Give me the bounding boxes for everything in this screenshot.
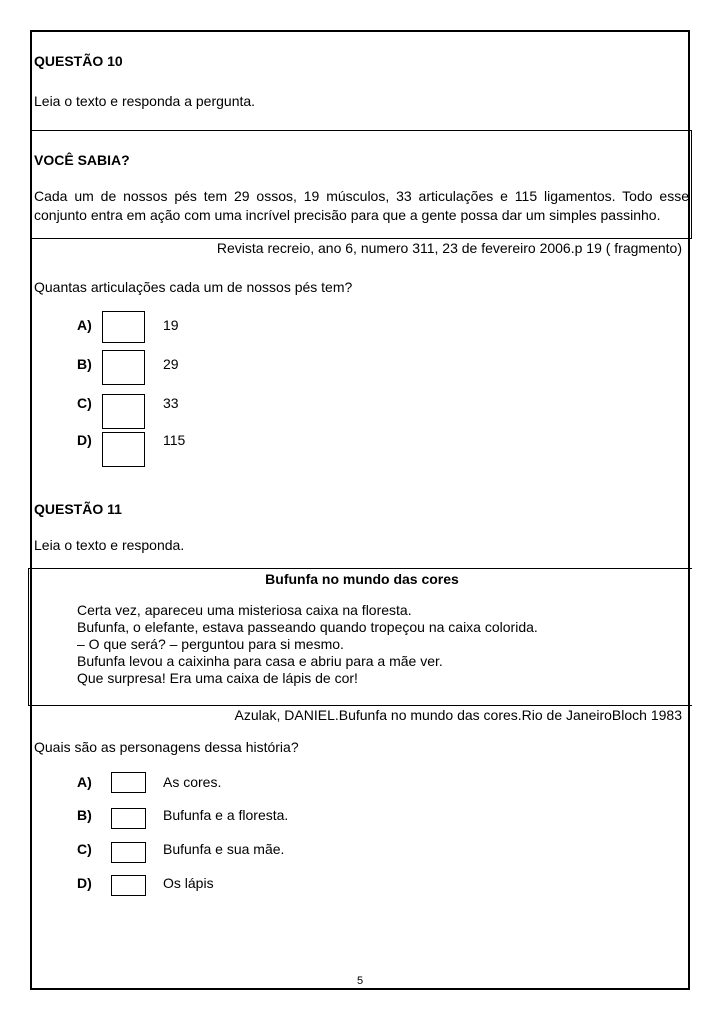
option-text: 19 <box>163 317 179 333</box>
story-line: Bufunfa levou a caixinha para casa e abriu para a mãe ver. <box>77 653 443 669</box>
option-text: 29 <box>163 356 179 372</box>
answer-checkbox-d[interactable] <box>102 432 145 467</box>
option-letter: C) <box>77 841 92 857</box>
option-letter: D) <box>77 432 92 448</box>
answer-checkbox-c[interactable] <box>102 394 145 429</box>
option-text: As cores. <box>163 774 222 790</box>
answer-checkbox-a[interactable] <box>102 311 145 343</box>
story-title: Bufunfa no mundo das cores <box>265 571 459 587</box>
option-letter: A) <box>77 317 92 333</box>
question-11-instruction: Leia o texto e responda. <box>34 537 185 553</box>
option-text: Bufunfa e sua mãe. <box>163 841 285 857</box>
option-text: Bufunfa e a floresta. <box>163 807 289 823</box>
question-11-title: QUESTÃO 11 <box>34 501 122 517</box>
question-10-instruction: Leia o texto e responda a pergunta. <box>34 93 256 109</box>
question-11-prompt: Quais são as personagens dessa história? <box>34 739 299 755</box>
story-line: Que surpresa! Era uma caixa de lápis de cor! <box>77 670 358 686</box>
answer-checkbox-d[interactable] <box>111 875 146 896</box>
option-letter: C) <box>77 395 92 411</box>
question-10-prompt: Quantas articulações cada um de nossos pés tem? <box>34 279 353 295</box>
answer-checkbox-c[interactable] <box>111 842 146 863</box>
answer-checkbox-b[interactable] <box>111 808 146 829</box>
answer-checkbox-a[interactable] <box>111 772 146 793</box>
option-text: 115 <box>163 432 186 448</box>
story-line: Bufunfa, o elefante, estava passeando quando tropeçou na caixa colorida. <box>77 619 538 635</box>
text-box-paragraph: Cada um de nossos pés tem 29 ossos, 19 músculos, 33 articulações e 115 ligamentos. Todo esse conjunto entra em ação com uma incrível precisão para que a gente possa dar um simples passinho. <box>34 188 689 223</box>
story-line: – O que será? – perguntou para si mesmo. <box>77 636 344 652</box>
source-citation: Revista recreio, ano 6, numero 311, 23 de fevereiro 2006.p 19 ( fragmento) <box>216 240 682 256</box>
option-text: 33 <box>163 395 179 411</box>
answer-checkbox-b[interactable] <box>102 350 145 385</box>
option-letter: D) <box>77 875 92 891</box>
option-letter: B) <box>77 356 92 372</box>
text-box-title: VOCÊ SABIA? <box>34 152 130 168</box>
option-letter: A) <box>77 774 92 790</box>
story-source-citation: Azulak, DANIEL.Bufunfa no mundo das cores.Rio de JaneiroBloch 1983 <box>234 707 682 723</box>
story-line: Certa vez, apareceu uma misteriosa caixa na floresta. <box>77 602 412 618</box>
story-text <box>77 602 637 687</box>
option-text: Os lápis <box>163 875 214 891</box>
option-letter: B) <box>77 807 92 823</box>
question-10-title: QUESTÃO 10 <box>34 53 123 69</box>
page-number: 5 <box>357 975 364 987</box>
